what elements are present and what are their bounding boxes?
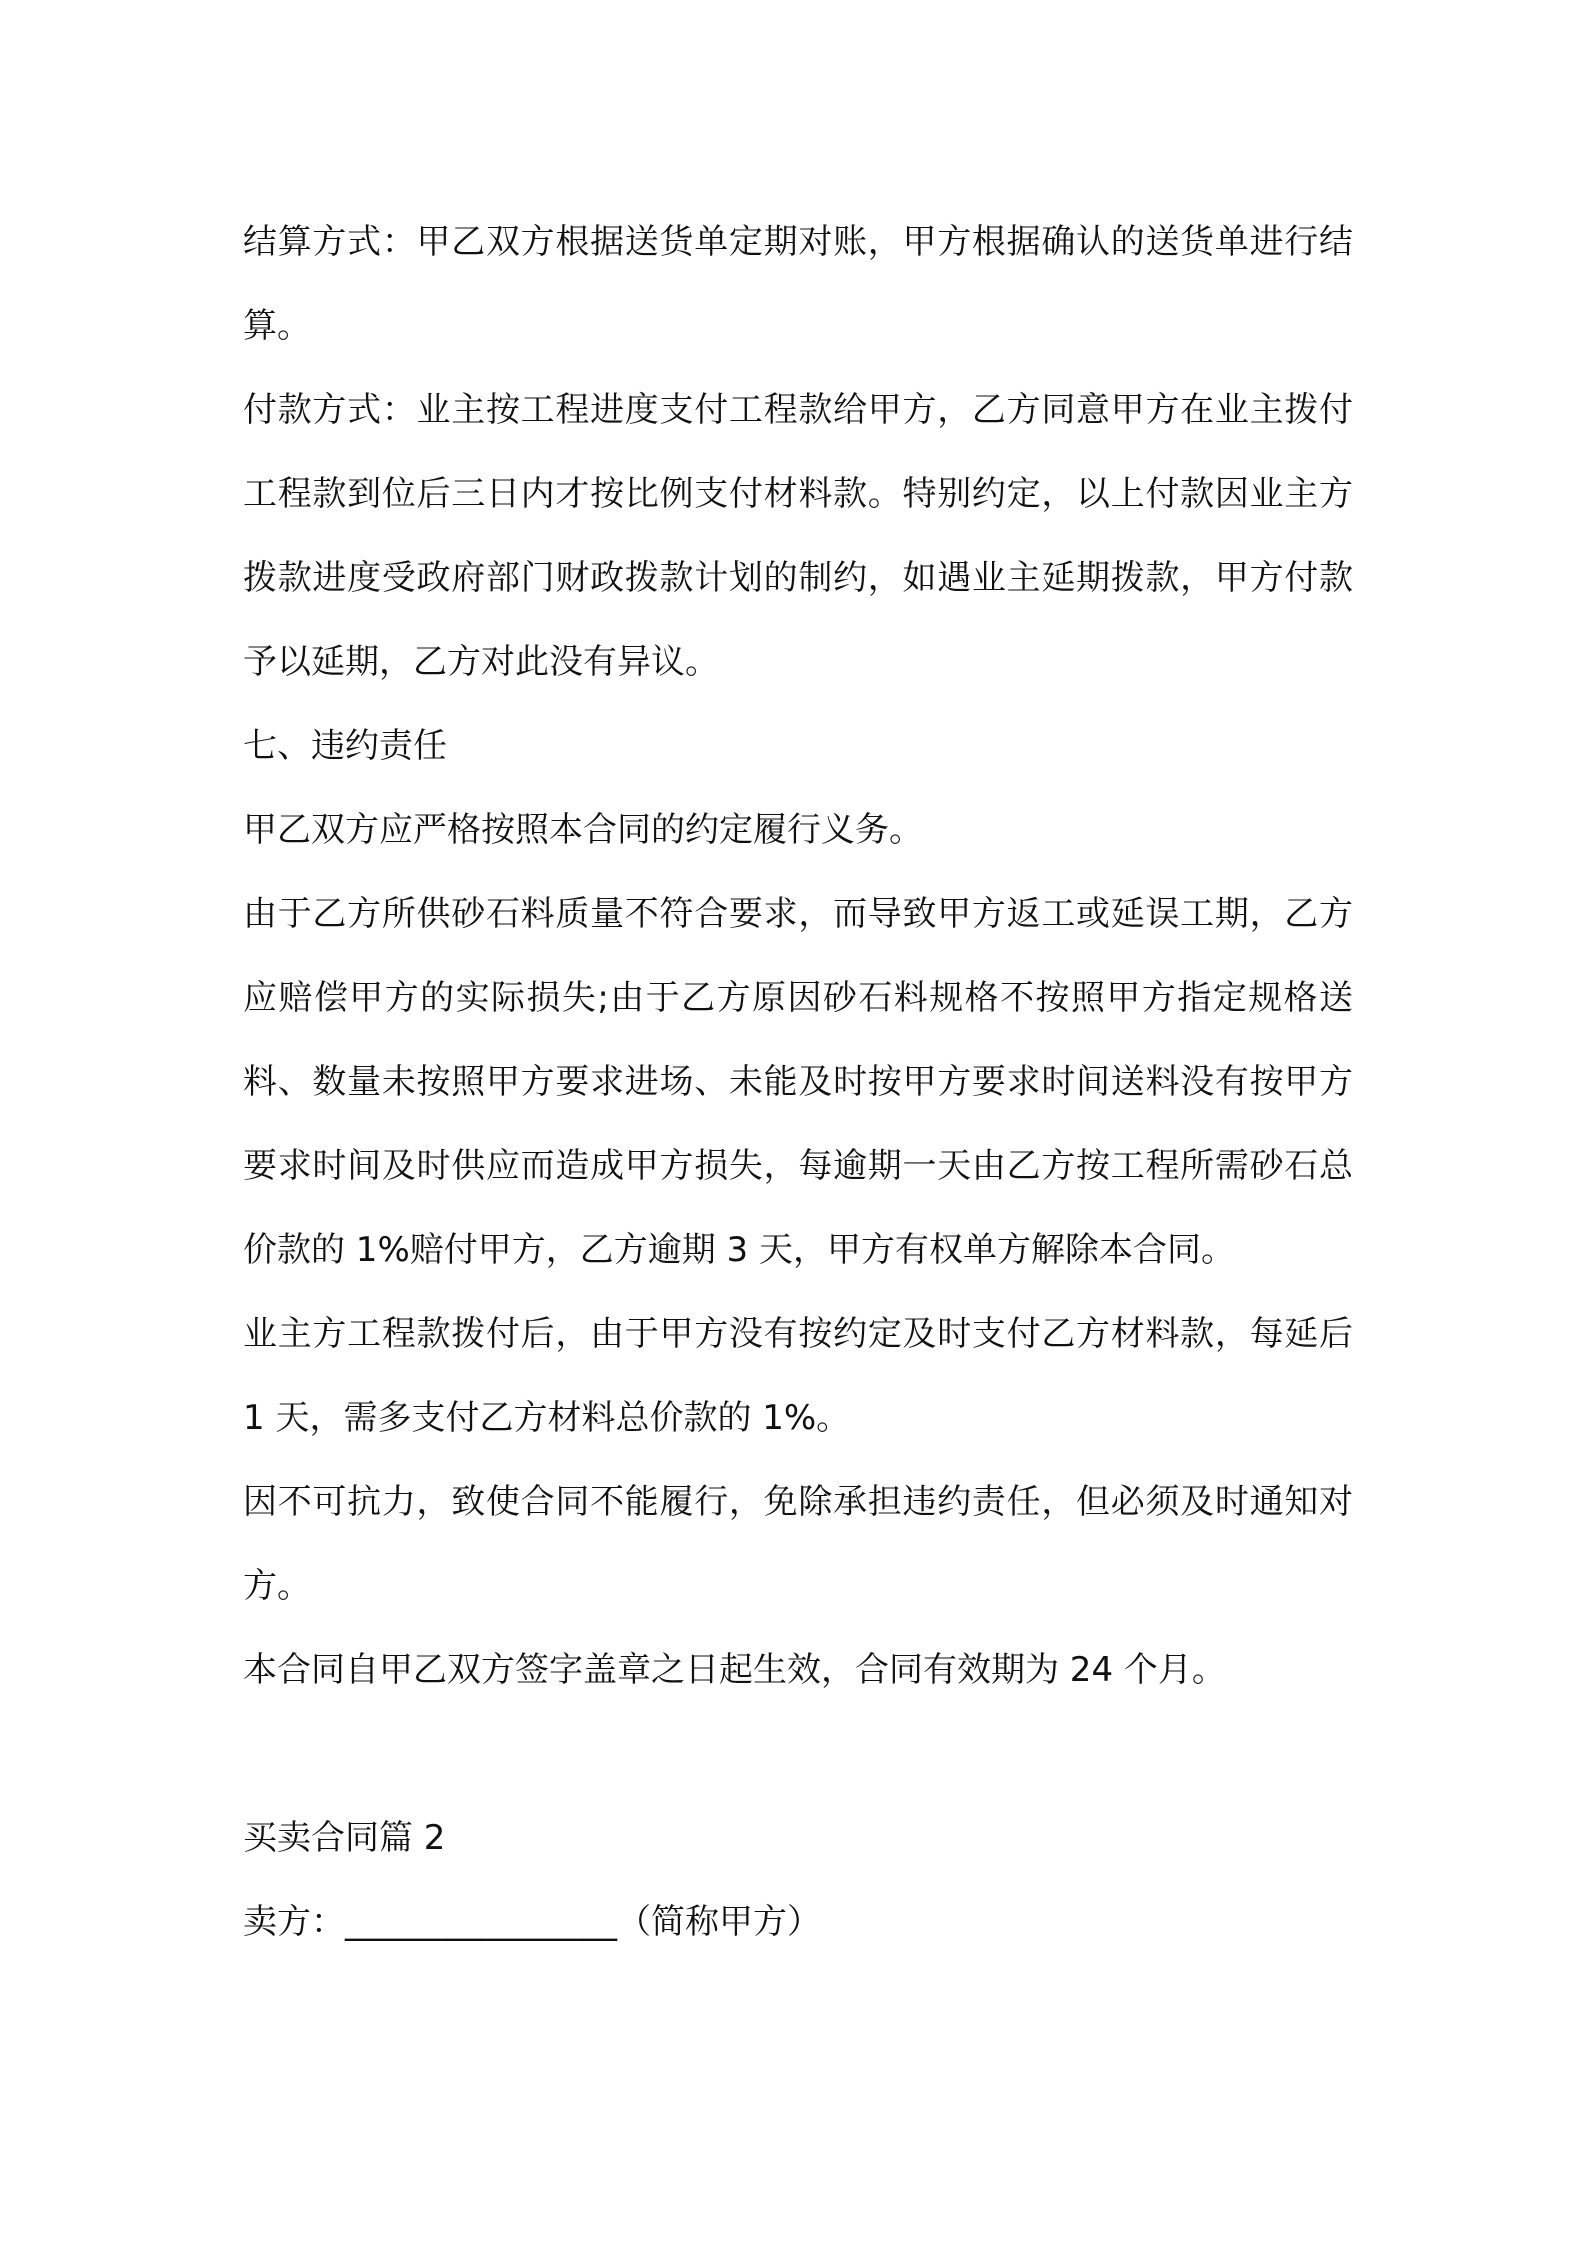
seller-line: 卖方：________________（简称甲方） (243, 1902, 821, 1942)
section-heading-breach-liability: 七、违约责任 (243, 726, 447, 766)
paragraph-late-payment: 业主方工程款拨付后，由于甲方没有按约定及时支付乙方材料款，每延后 1 天，需多支付乙方材料总价款的 1%。 (243, 1314, 1353, 1438)
paragraph-payment-method: 付款方式：业主按工程进度支付工程款给甲方，乙方同意甲方在业主拨付工程款到位后三日内才按比例支付材料款。特别约定，以上付款因业主方拨款进度受政府部门财政拨款计划的制约，如遇业主延期拨款，甲方付款予以延期，乙方对此没有异议。 (243, 390, 1353, 682)
document-body (243, 200, 1353, 1964)
paragraph-effective-term: 本合同自甲乙双方签字盖章之日起生效，合同有效期为 24 个月。 (243, 1650, 1226, 1690)
paragraph-obligations: 甲乙双方应严格按照本合同的约定履行义务。 (243, 810, 923, 850)
paragraph-settlement-method: 结算方式：甲乙双方根据送货单定期对账，甲方根据确认的送货单进行结算。 (243, 222, 1353, 346)
paragraph-supplier-breach: 由于乙方所供砂石料质量不符合要求，而导致甲方返工或延误工期，乙方应赔偿甲方的实际损失;由于乙方原因砂石料规格不按照甲方指定规格送料、数量未按照甲方要求进场、未能及时按甲方要求时间送料没有按甲方要求时间及时供应而造成甲方损失，每逾期一天由乙方按工程所需砂石总价款的 1%赔付甲方，乙方逾期 3 天，甲方有权单方解除本合同。 (243, 894, 1353, 1270)
section-spacer (243, 1712, 1353, 1796)
paragraph-force-majeure: 因不可抗力，致使合同不能履行，免除承担违约责任，但必须及时通知对方。 (243, 1482, 1353, 1606)
section-title-contract-2: 买卖合同篇 2 (243, 1818, 446, 1858)
